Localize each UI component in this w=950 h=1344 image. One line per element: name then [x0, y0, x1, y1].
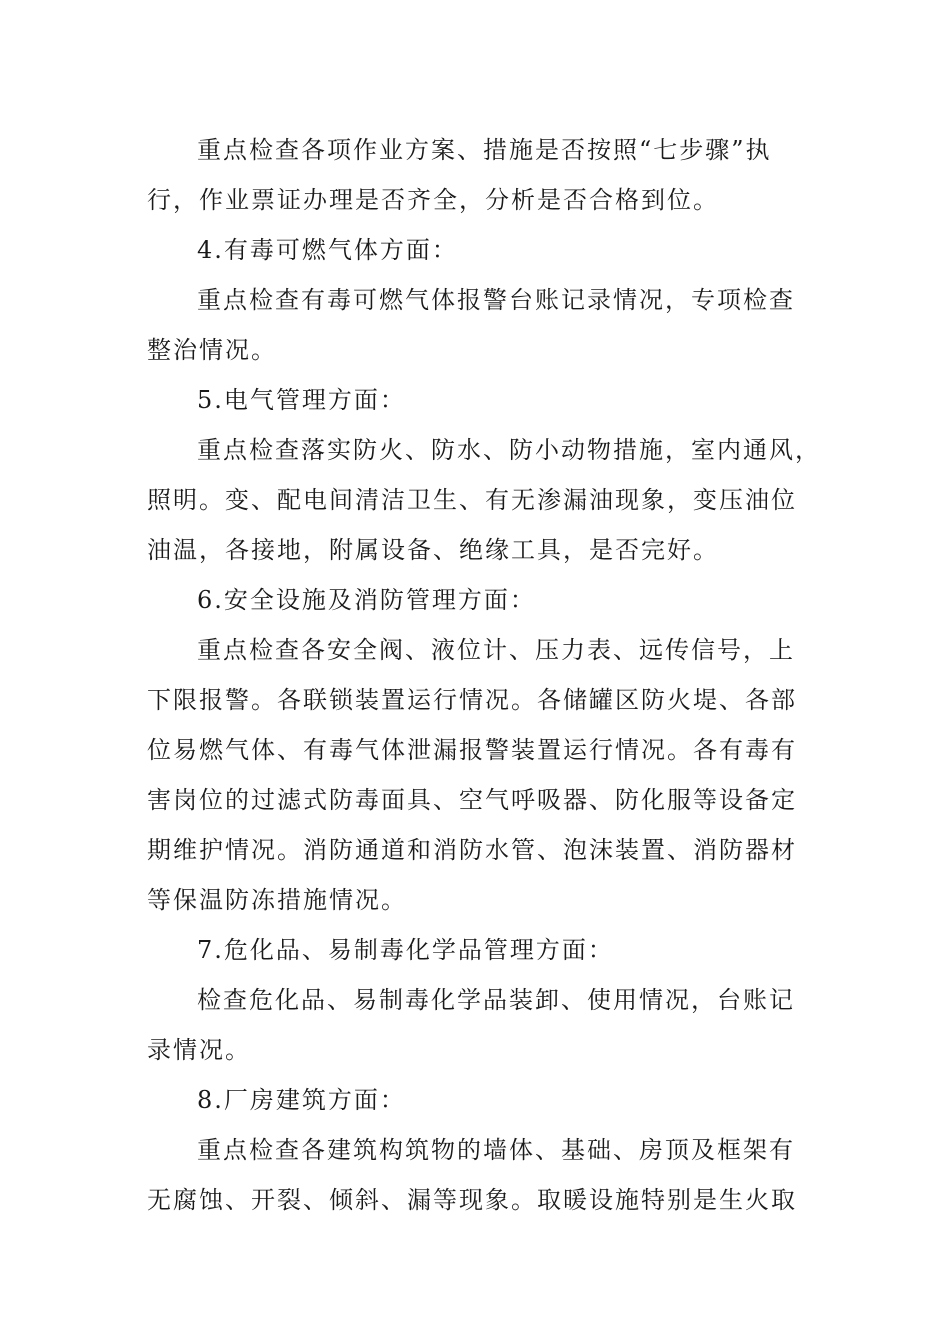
section-heading: 6.安全设施及消防管理方面：: [197, 586, 536, 614]
paragraph-line: 重点检查落实防火、防水、防小动物措施，室内通风，: [197, 436, 821, 464]
paragraph-line: 等保温防冻措施情况。: [147, 886, 407, 914]
paragraph-line: 检查危化品、易制毒化学品装卸、使用情况，台账记: [197, 986, 795, 1014]
paragraph-line: 重点检查各安全阀、液位计、压力表、远传信号，上: [197, 636, 795, 664]
paragraph-line: 整治情况。: [147, 336, 277, 364]
section-heading: 4.有毒可燃气体方面：: [197, 236, 458, 264]
paragraph-line: 重点检查各项作业方案、措施是否按照“七步骤”执: [197, 136, 772, 164]
paragraph-line: 录情况。: [147, 1036, 251, 1064]
paragraph-line: 油温，各接地，附属设备、绝缘工具，是否完好。: [147, 536, 719, 564]
paragraph-line: 位易燃气体、有毒气体泄漏报警装置运行情况。各有毒有: [147, 736, 797, 764]
paragraph-line: 无腐蚀、开裂、倾斜、漏等现象。取暖设施特别是生火取: [147, 1186, 797, 1214]
paragraph-line: 重点检查各建筑构筑物的墙体、基础、房顶及框架有: [197, 1136, 795, 1164]
paragraph-line: 下限报警。各联锁装置运行情况。各储罐区防火堤、各部: [147, 686, 797, 714]
paragraph-line: 照明。变、配电间清洁卫生、有无渗漏油现象，变压油位: [147, 486, 797, 514]
paragraph-line: 期维护情况。消防通道和消防水管、泡沫装置、消防器材: [147, 836, 797, 864]
section-heading: 5.电气管理方面：: [197, 386, 406, 414]
paragraph-line: 害岗位的过滤式防毒面具、空气呼吸器、防化服等设备定: [147, 786, 797, 814]
section-heading: 8.厂房建筑方面：: [197, 1086, 406, 1114]
paragraph-line: 行，作业票证办理是否齐全，分析是否合格到位。: [147, 186, 719, 214]
paragraph-line: 重点检查有毒可燃气体报警台账记录情况，专项检查: [197, 286, 795, 314]
section-heading: 7.危化品、易制毒化学品管理方面：: [197, 936, 614, 964]
